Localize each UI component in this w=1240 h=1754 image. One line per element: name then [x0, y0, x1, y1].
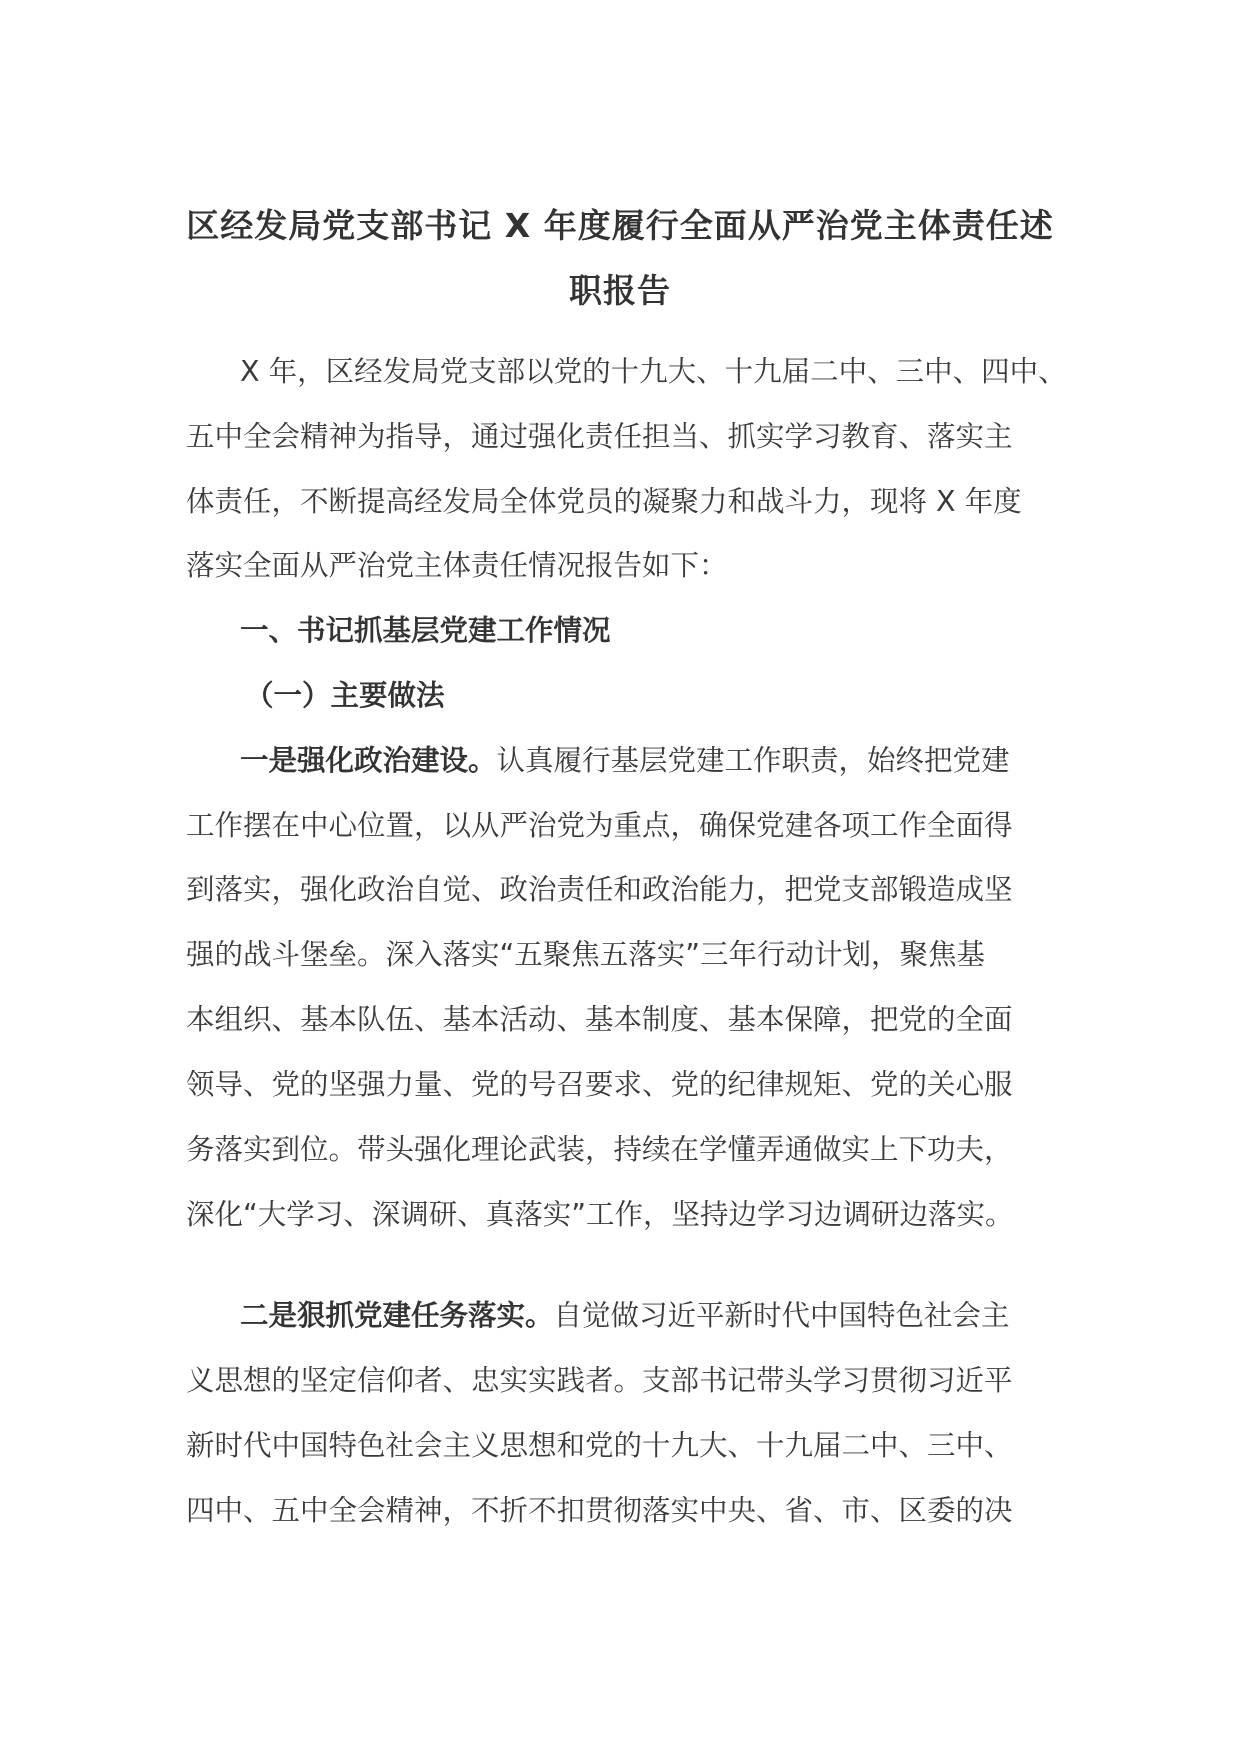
paragraph-line: 四中、五中全会精神，不折不扣贯彻落实中央、省、市、区委的决	[186, 1494, 1013, 1527]
paragraph-text: 自觉做习近平新时代中国特色社会主	[553, 1299, 1010, 1332]
intro-line: 五中全会精神为指导，通过强化责任担当、抓实学习教育、落实主	[186, 420, 1013, 453]
document-title-line-2: 职报告	[569, 271, 671, 310]
paragraph-line: 本组织、基本队伍、基本活动、基本制度、基本保障，把党的全面	[186, 1003, 1013, 1036]
paragraph-line: 到落实，强化政治自觉、政治责任和政治能力，把党支部锻造成坚	[186, 873, 1013, 906]
paragraph-text: 认真履行基层党建工作职责，始终把党建	[496, 744, 1010, 777]
intro-line: 落实全面从严治党主体责任情况报告如下：	[186, 549, 728, 582]
paragraph-line: 新时代中国特色社会主义思想和党的十九大、十九届二中、三中、	[186, 1429, 1013, 1462]
paragraph-first-line	[240, 741, 1010, 781]
paragraph-lead: 二是狠抓党建任务落实。	[240, 1299, 554, 1332]
paragraph-line: 领导、党的坚强力量、党的号召要求、党的纪律规矩、党的关心服	[186, 1068, 1013, 1101]
subsection-heading	[245, 676, 445, 716]
paragraph-line: 义思想的坚定信仰者、忠实实践者。支部书记带头学习贯彻习近平	[186, 1364, 1013, 1397]
paragraph-line: 深化“大学习、深调研、真落实”工作，坚持边学习边调研边落实。	[186, 1198, 1014, 1231]
paragraph-lead: 一是强化政治建设。	[240, 744, 497, 777]
paragraph-line: 务落实到位。带头强化理论武装，持续在学懂弄通做实上下功夫，	[186, 1133, 1013, 1166]
section-heading	[240, 611, 611, 651]
section-heading-text: 一、书记抓基层党建工作情况	[240, 614, 611, 647]
paragraph-first-line	[240, 1296, 1010, 1336]
document-title-line-1: 区经发局党支部书记 X 年度履行全面从严治党主体责任述	[186, 206, 1054, 245]
paragraph-line: 强的战斗堡垒。深入落实“五聚焦五落实”三年行动计划，聚焦基	[186, 938, 986, 971]
subsection-heading-text: （一）主要做法	[245, 679, 445, 712]
paragraph-line: 工作摆在中心位置，以从严治党为重点，确保党建各项工作全面得	[186, 809, 1013, 842]
intro-line: 体责任，不断提高经发局全体党员的凝聚力和战斗力，现将 X 年度	[186, 485, 1022, 518]
intro-line: X 年，区经发局党支部以党的十九大、十九届二中、三中、四中、	[240, 355, 1067, 388]
